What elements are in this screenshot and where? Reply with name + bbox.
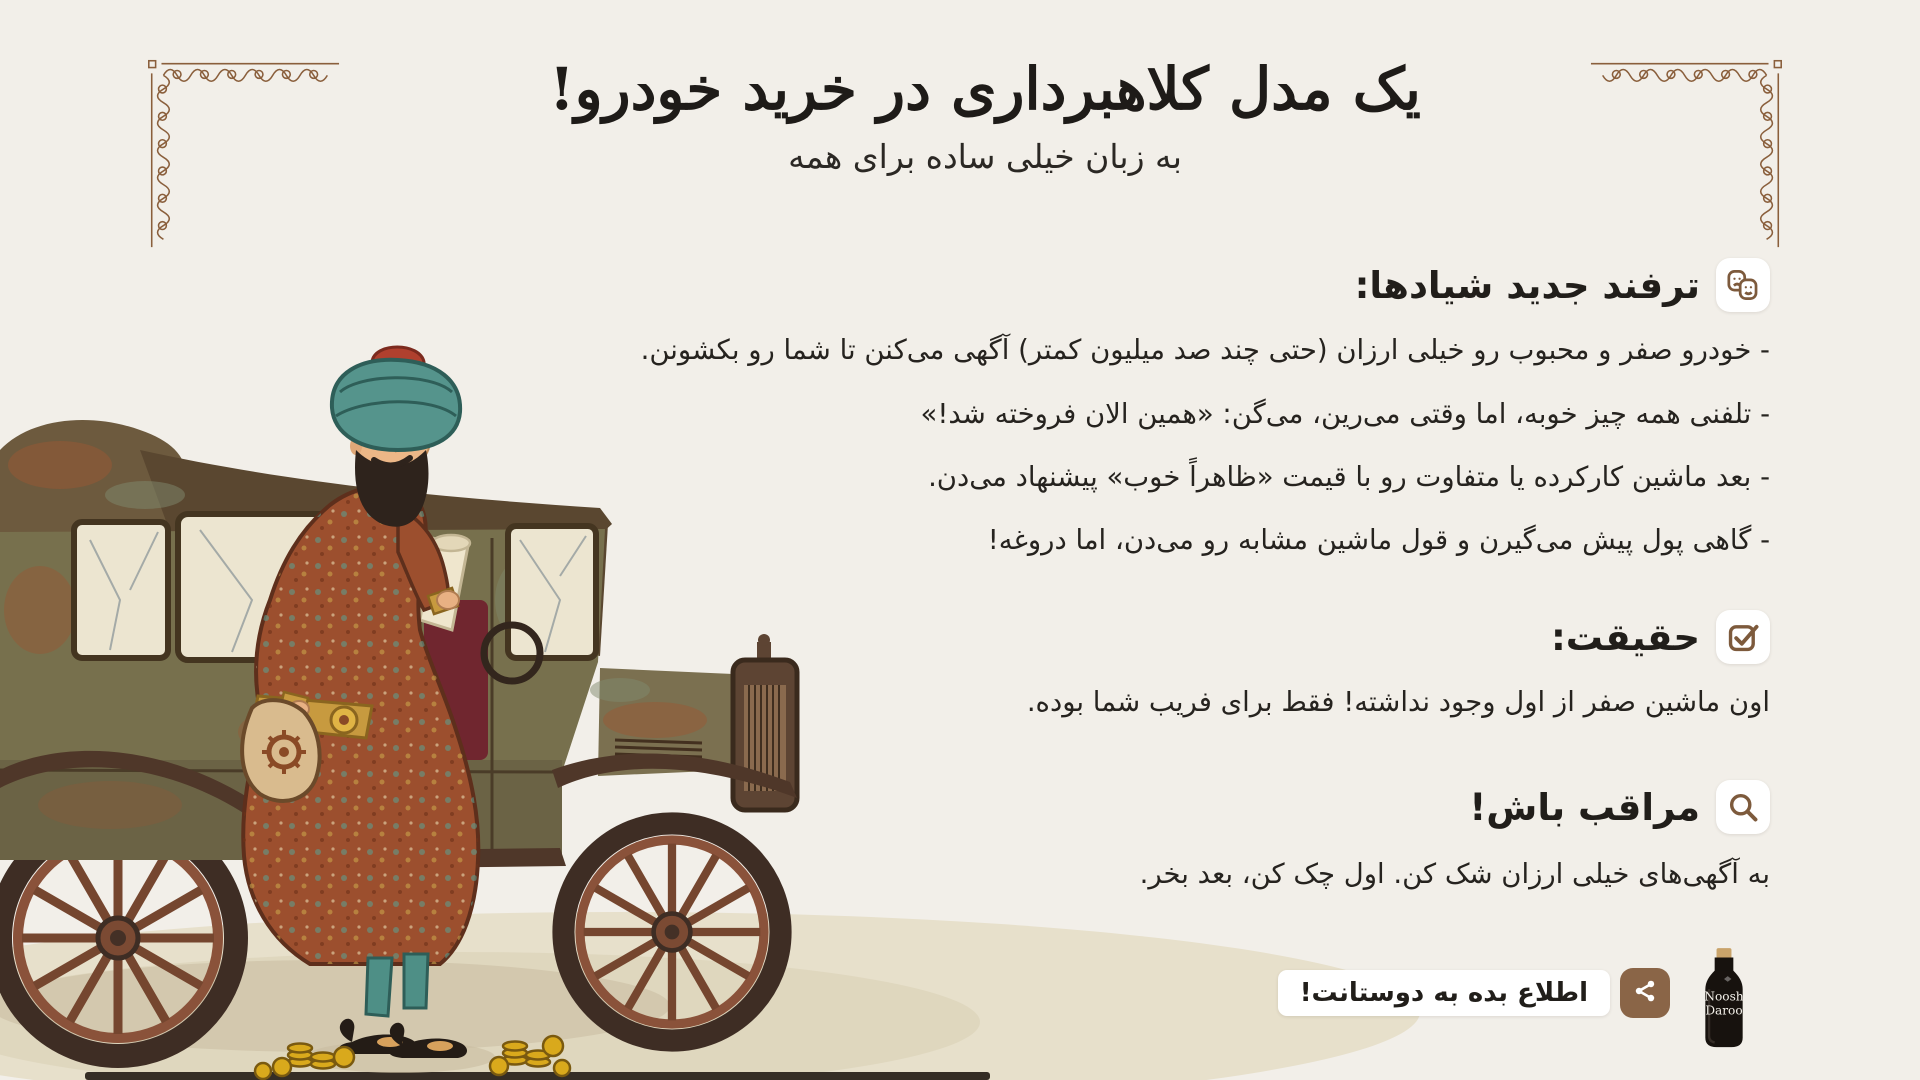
- svg-text:Daroo: Daroo: [1705, 1003, 1743, 1018]
- content-column: [530, 0, 1770, 1080]
- warning-item: به آگهی‌های خیلی ارزان شک کن. اول چک کن، بعد بخر.: [1139, 858, 1770, 890]
- share-nodes-icon: [1632, 978, 1658, 1008]
- turban: [332, 347, 460, 450]
- noosh-daroo-logo: [1696, 948, 1752, 1055]
- checkbox-icon: [1716, 610, 1770, 664]
- trick-item: - تلفنی همه چیز خوبه، اما وقتی می‌رین، می‌گن: «همین الان فروخته شد!»: [920, 398, 1770, 430]
- section-truth-header: [1551, 610, 1770, 664]
- section-warning-title: مراقب باش!: [1469, 785, 1700, 829]
- coin-pouch: [242, 700, 319, 801]
- share-label[interactable]: اطلاع بده به دوستانت!: [1278, 970, 1610, 1016]
- page-title: یک مدل کلاهبرداری در خرید خودرو!: [549, 55, 1421, 123]
- magnifier-icon: [1716, 780, 1770, 834]
- footer: [1278, 939, 1752, 1046]
- section-trick-header: [1355, 258, 1770, 312]
- share-button[interactable]: [1620, 968, 1670, 1018]
- svg-text:Noosh: Noosh: [1704, 989, 1744, 1004]
- trick-item: - بعد ماشین کارکرده یا متفاوت رو با قیمت «ظاهراً خوب» پیشنهاد می‌دن.: [928, 461, 1770, 493]
- page-subtitle: به زبان خیلی ساده برای همه: [788, 136, 1182, 176]
- theater-masks-icon: [1716, 258, 1770, 312]
- section-truth-title: حقیقت:: [1551, 615, 1700, 659]
- truth-item: اون ماشین صفر از اول وجود نداشته! فقط برای فریب شما بوده.: [1026, 686, 1770, 718]
- section-warning-header: [1469, 780, 1770, 834]
- trick-item: - گاهی پول پیش می‌گیرن و قول ماشین مشابه رو می‌دن، اما دروغه!: [987, 524, 1770, 556]
- section-trick-title: ترفند جدید شیادها:: [1354, 263, 1700, 307]
- trick-item: - خودرو صفر و محبوب رو خیلی ارزان (حتی چند صد میلیون کمتر) آگهی می‌کنن تا شما رو بکشونن.: [640, 334, 1770, 366]
